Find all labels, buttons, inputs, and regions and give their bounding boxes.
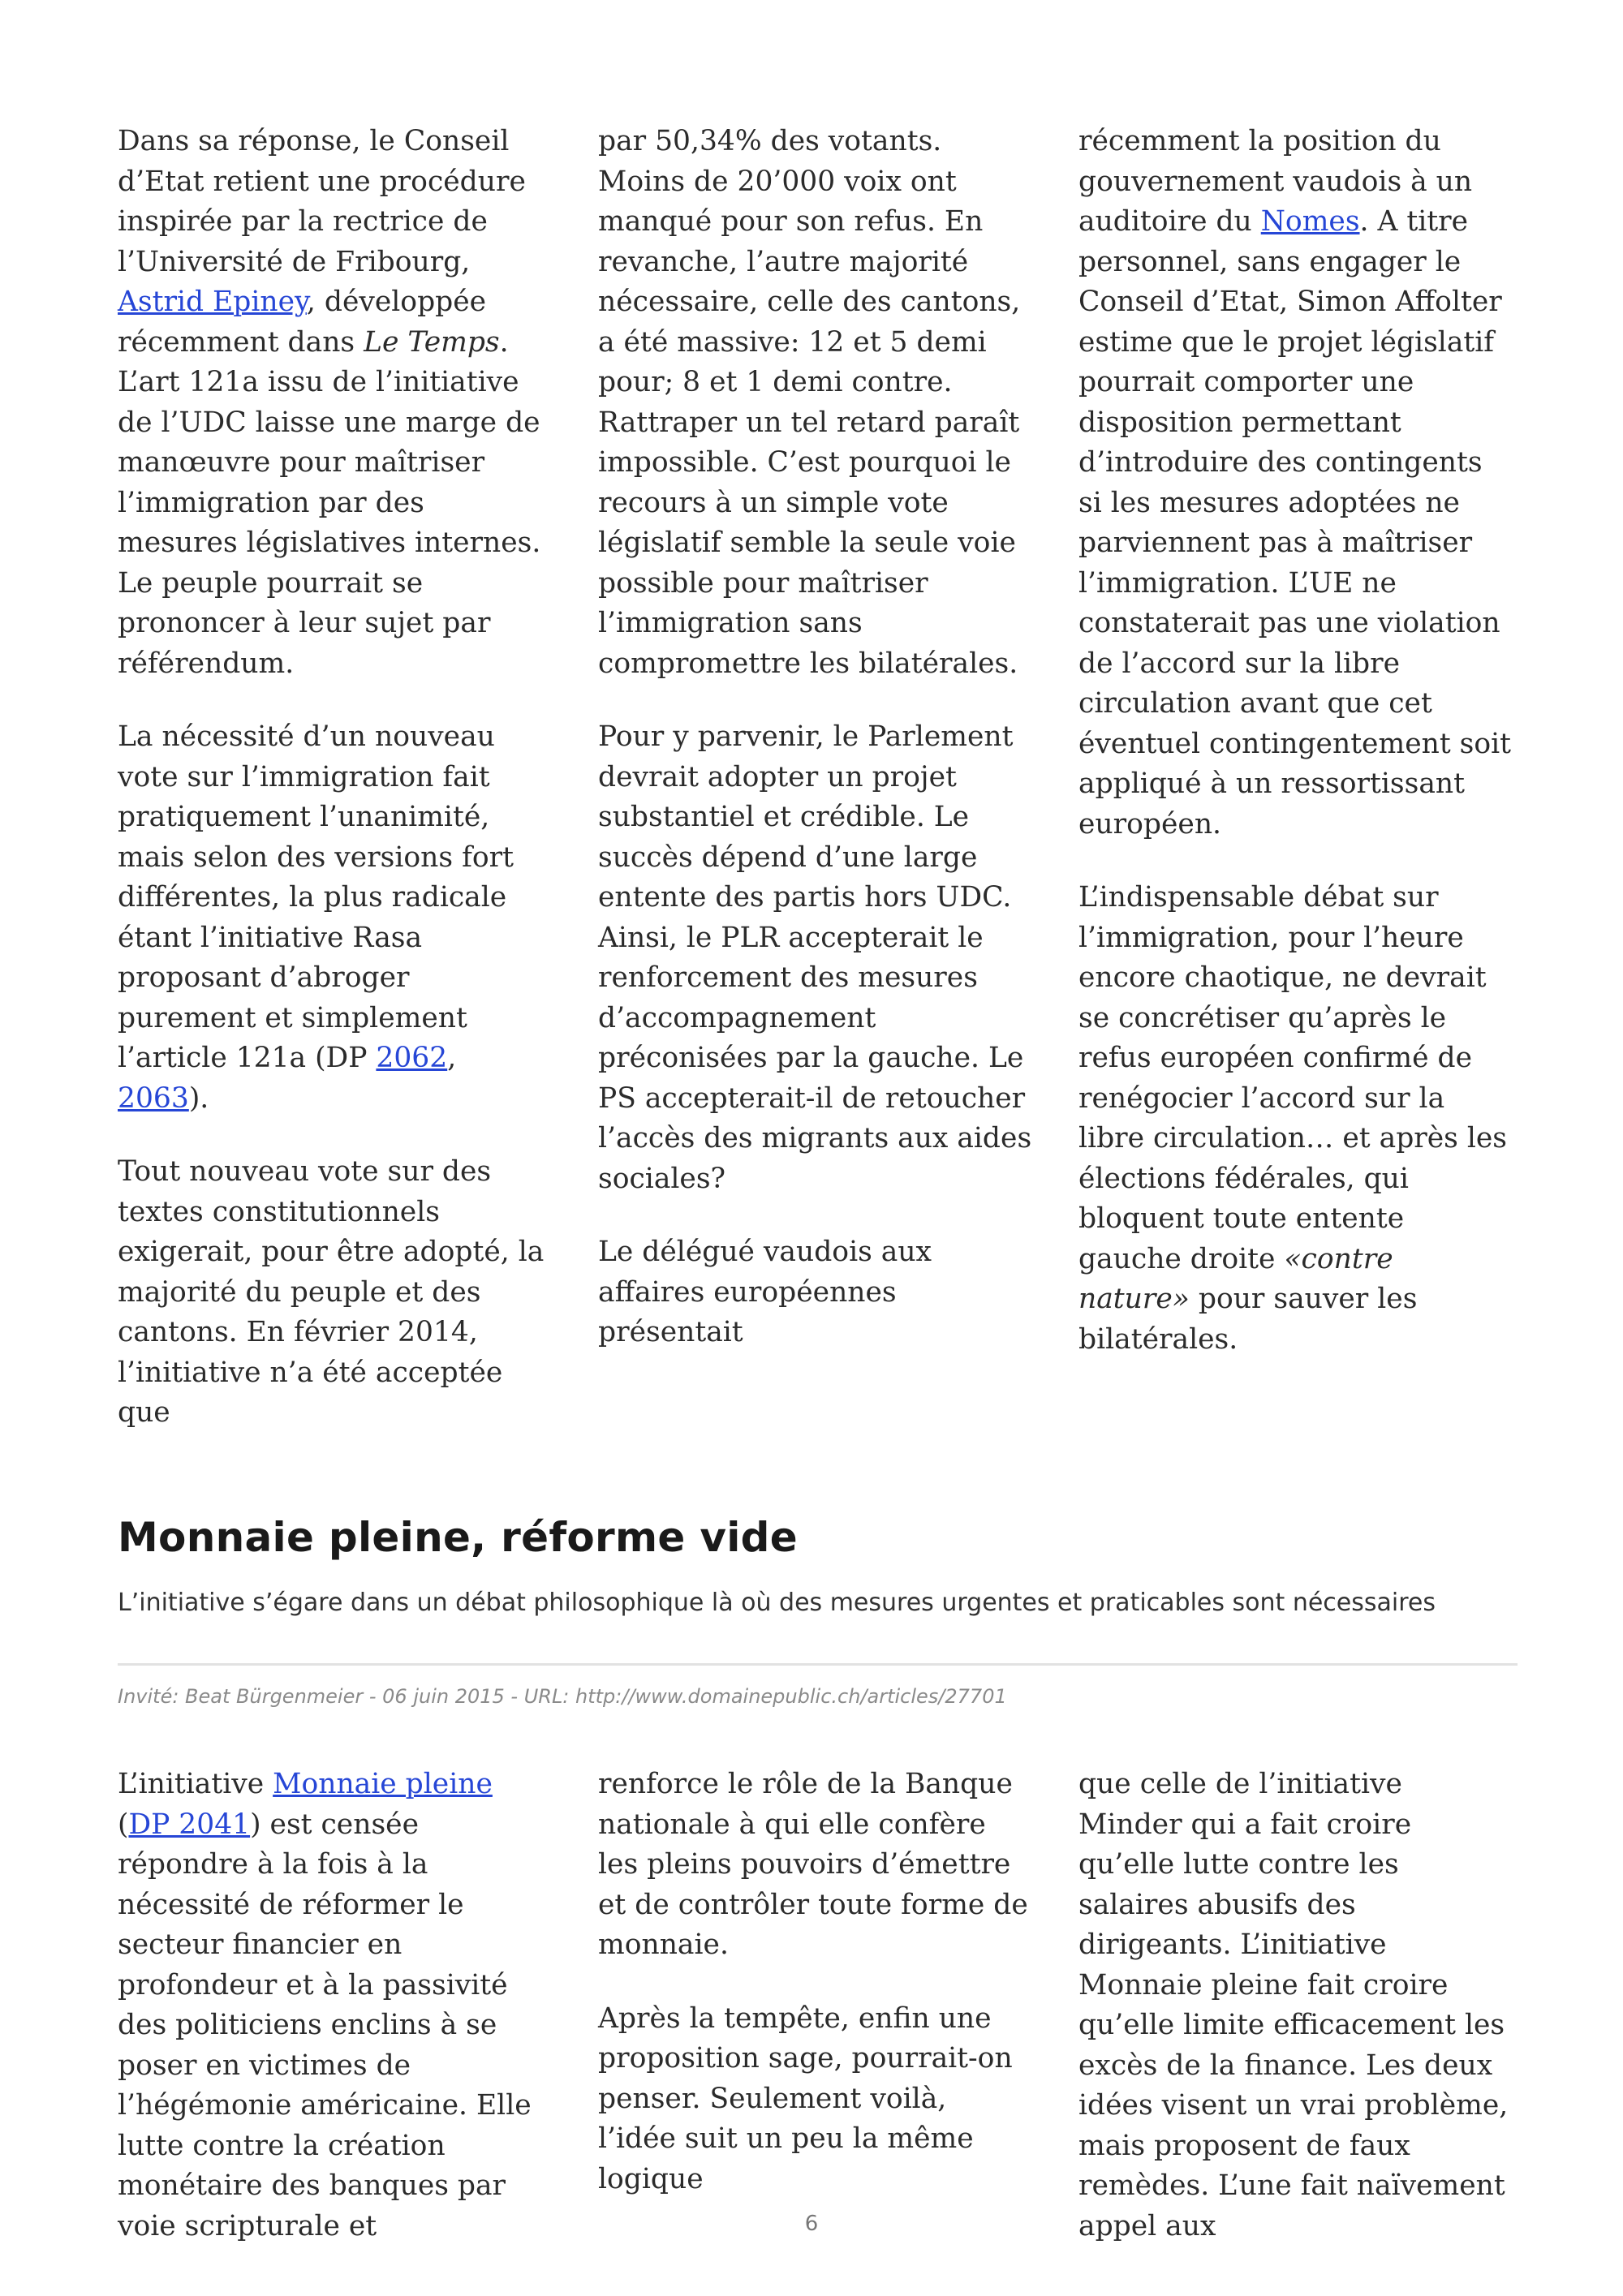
text-run: ). (188, 1081, 209, 1115)
paragraph (118, 122, 552, 684)
text-run: récemment la position du gouvernement vaudois à un auditoire du (1078, 125, 1473, 238)
column-1 (118, 122, 552, 1434)
paragraph (1078, 122, 1513, 845)
column-1 (118, 1765, 552, 2247)
link-dp-2062[interactable]: 2062 (376, 1042, 448, 1074)
article-columns-bottom (118, 1765, 1513, 2247)
column-3 (1078, 122, 1513, 1434)
text-run: pour sauver les bilatérales. (1078, 1283, 1418, 1356)
link-astrid-epiney[interactable]: Astrid Epiney (118, 286, 307, 318)
text-run: Dans sa réponse, le Conseil d’Etat retient une procédure inspirée par la rectrice de l’Université de Fribourg, (118, 125, 526, 278)
paragraph: Après la tempête, enfin une proposition sage, pourrait-on penser. Seulement voilà, l’idée suit un peu la même logique (598, 2001, 1013, 2195)
paragraph: par 50,34% des votants. Moins de 20’000 voix ont manqué pour son refus. En revanche, l’autre majorité nécessaire, celle des cantons, a été massive: 12 et 5 demi pour; 8 et 1 demi contre. Rattraper un tel retard paraît impossible. C’est pourquoi le recours à un simple vote législatif semble la seule voie possible pour maîtriser l’immigration sans compromettre les bilatérales. (598, 125, 1021, 680)
text-run: , développée récemment dans (118, 286, 487, 359)
link-dp-2063[interactable]: 2063 (118, 1081, 189, 1115)
italic-text: «contre nature» (1078, 1242, 1393, 1315)
text-run: L’indispensable débat sur l’immigration, pour l’heure encore chaotique, ne devrait se concrétiser qu’après le refus européen confirmé de renégocier l’accord sur la libre circulation… et après les élections fédérales, qui bloquent toute entente gauche droite (1078, 881, 1508, 1275)
text-run: L’initiative (118, 1768, 273, 1800)
paragraph: que celle de l’initiative Minder qui a fait croire qu’elle lutte contre les salaires abusifs des dirigeants. L’initiative Monnaie pleine fait croire qu’elle limite efficacement les excès de la finance. Les deux idées visent un vrai problème, mais proposent de faux remèdes. L’une fait naïvement appel aux (1078, 1768, 1509, 2242)
text-run: . L’art 121a issu de l’initiative de l’UDC laisse une marge de manœuvre pour maîtriser l’immigration par des mesures législatives internes. Le peuple pourrait se prononcer à leur sujet par référendum. (118, 325, 541, 680)
link-nomes[interactable]: Nomes (1260, 205, 1360, 238)
column-3 (1078, 1765, 1513, 2247)
article-subtitle: L’initiative s’égare dans un débat philosophique là où des mesures urgentes et praticables sont nécessaires (118, 1589, 1436, 1617)
paragraph: Le délégué vaudois aux affaires européennes présentait (598, 1236, 932, 1348)
paragraph (118, 1765, 552, 2247)
article-title: Monnaie pleine, réforme vide (118, 1514, 798, 1561)
article-columns-top (118, 122, 1513, 1434)
paragraph (1078, 878, 1513, 1360)
text-run: ( (118, 1808, 129, 1841)
text-run: , (447, 1042, 457, 1074)
page-number: 6 (804, 2212, 819, 2236)
column-2 (598, 122, 1032, 1434)
article-meta: Invité: Beat Bürgenmeier - 06 juin 2015 - URL: http://www.domainepublic.ch/articles/27701 (118, 1685, 1007, 1708)
link-monnaie-pleine[interactable]: Monnaie pleine (273, 1768, 493, 1800)
divider (118, 1663, 1518, 1666)
paragraph: Tout nouveau vote sur des textes constitutionnels exigerait, pour être adopté, la majorité du peuple et des cantons. En février 2014, l’initiative n’a été acceptée que (118, 1155, 545, 1429)
text-run: La nécessité d’un nouveau vote sur l’immigration fait pratiquement l’unanimité, mais selon des versions fort différentes, la plus radicale étant l’initiative Rasa proposant d’abroger purement et simplement l’article 121a (DP (118, 720, 514, 1074)
paragraph: Pour y parvenir, le Parlement devrait adopter un projet substantiel et crédible. Le succès dépend d’une large entente des partis hors UDC. Ainsi, le PLR accepterait le renforcement des mesures d’accompagnement préconisées par la gauche. Le PS accepterait-il de retoucher l’accès des migrants aux aides sociales? (598, 720, 1032, 1195)
paragraph: renforce le rôle de la Banque nationale à qui elle confère les pleins pouvoirs d’émettre et de contrôler toute forme de monnaie. (598, 1768, 1028, 1961)
text-run: . A titre personnel, sans engager le Conseil d’Etat, Simon Affolter estime que le projet législatif pourrait comporter une disposition permettant d’introduire des contingents si les mesures adoptées ne parviennent pas à maîtriser l’immigration. L’UE ne constaterait pas une violation de l’accord sur la libre circulation avant que cet éventuel contingentement soit appliqué à un ressortissant européen. (1078, 205, 1512, 841)
link-dp-2041[interactable]: DP 2041 (128, 1808, 251, 1841)
italic-text: Le Temps (364, 325, 500, 359)
paragraph (118, 717, 552, 1119)
column-2 (598, 1765, 1032, 2247)
text-run: ) est censée répondre à la fois à la nécessité de réformer le secteur financier en profondeur et à la passivité des politiciens enclins à se poser en victimes de l’hégémonie américaine. Elle lutte contre la création monétaire des banques par voie scripturale et (118, 1808, 532, 2242)
